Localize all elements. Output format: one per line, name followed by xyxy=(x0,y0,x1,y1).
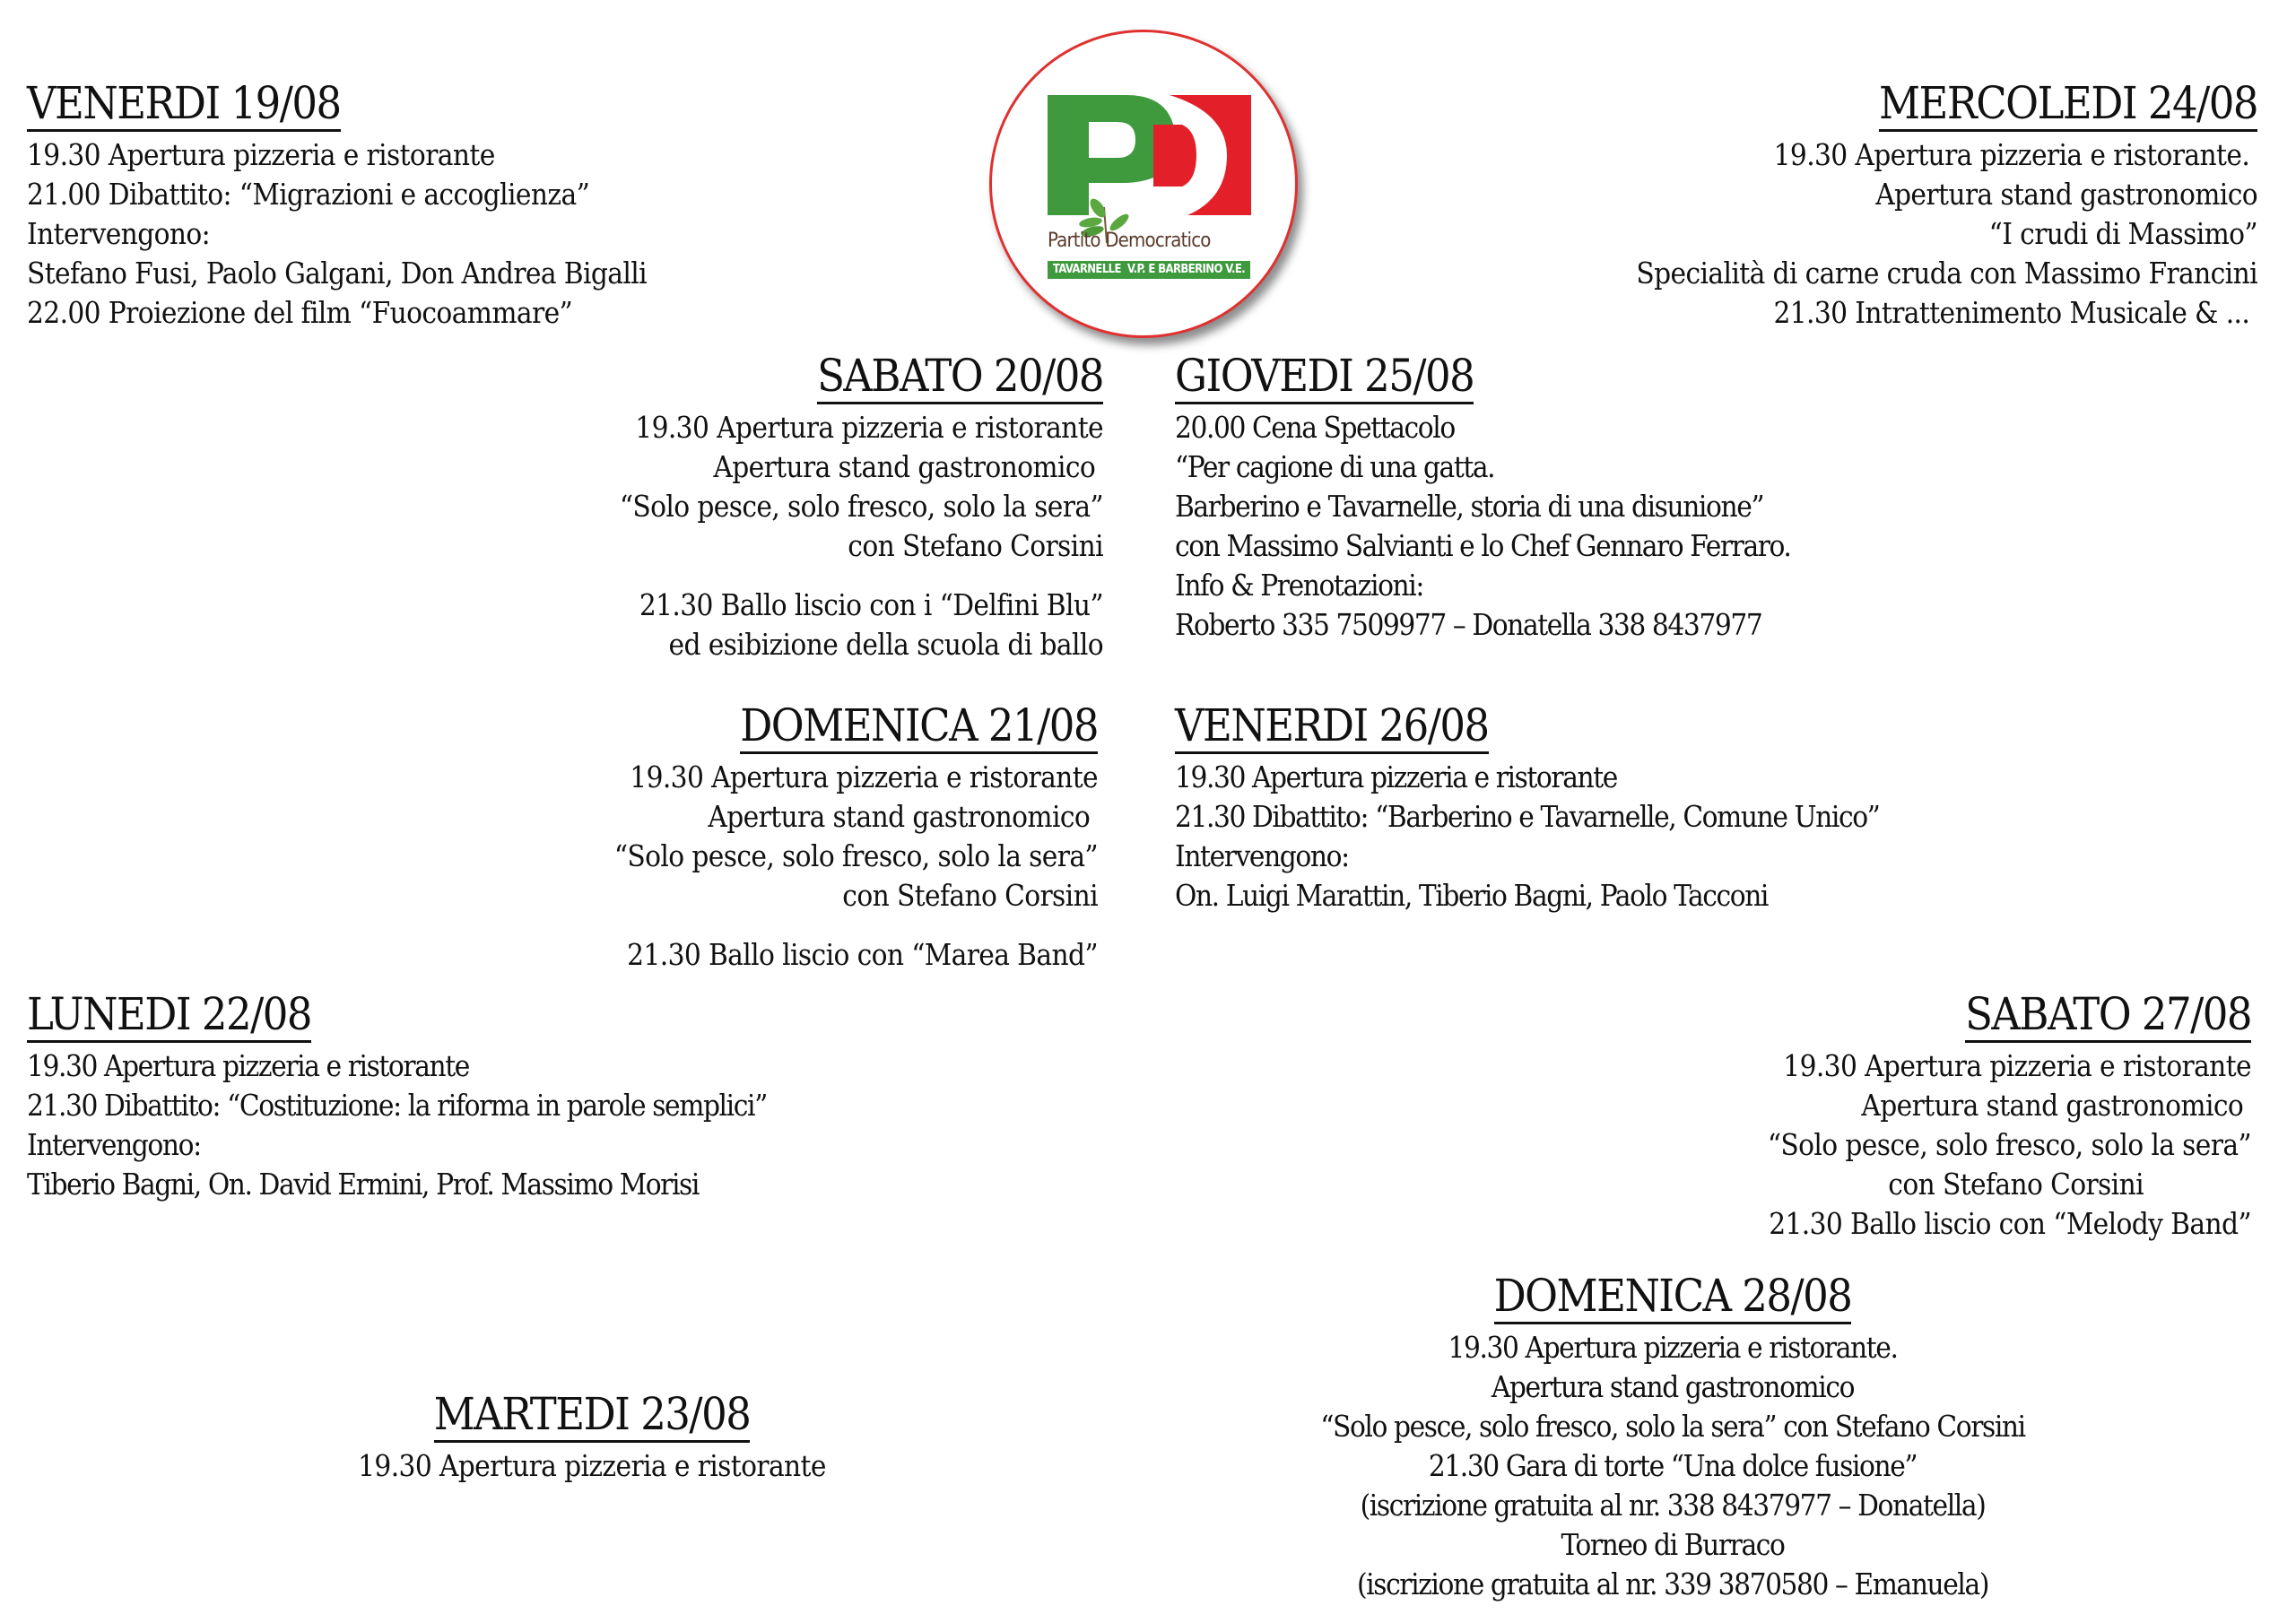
event-line: con Massimo Salvianti e lo Chef Gennaro Ferraro. xyxy=(1175,528,1791,563)
event-line: 20.00 Cena Spettacolo xyxy=(1175,410,1455,445)
event-line: Intervengono: xyxy=(1175,838,1349,873)
event-line: 19.30 Apertura pizzeria e ristorante xyxy=(630,759,1098,794)
event-line: Apertura stand gastronomico xyxy=(1491,1369,1855,1404)
event-line: 19.30 Apertura pizzeria e ristorante xyxy=(27,137,495,172)
party-logo xyxy=(989,30,1298,338)
event-line: 21.30 Dibattito: “Costituzione: la riforma in parole semplici” xyxy=(27,1088,767,1123)
event-line: 21.30 Ballo liscio con i “Delfini Blu” xyxy=(639,587,1103,622)
day-domenica-21 xyxy=(614,701,1098,975)
event-line: 19.30 Apertura pizzeria e ristorante xyxy=(27,1048,469,1083)
event-line: Stefano Fusi, Paolo Galgani, Don Andrea Bigalli xyxy=(27,256,648,291)
event-line: con Stefano Corsini xyxy=(848,528,1103,563)
event-line: “Solo pesce, solo fresco, solo la sera” xyxy=(613,838,1098,873)
logo-party-name: Partito Democratico xyxy=(1048,230,1211,252)
day-heading: VENERDI 26/08 xyxy=(1175,701,1489,754)
event-line: con Stefano Corsini xyxy=(842,878,1098,913)
event-line: 19.30 Apertura pizzeria e ristorante xyxy=(1175,759,1617,794)
event-line: Apertura stand gastronomico xyxy=(1875,177,2257,212)
event-line: 19.30 Apertura pizzeria e ristorante xyxy=(1783,1048,2251,1083)
event-line: ed esibizione della scuola di ballo xyxy=(668,627,1103,662)
day-lunedi-22 xyxy=(27,990,767,1204)
event-line: “I crudi di Massimo” xyxy=(1988,216,2257,251)
event-line: Intervengono: xyxy=(27,1127,201,1162)
event-line: Info & Prenotazioni: xyxy=(1175,568,1423,603)
registration-info: (iscrizione gratuita al nr. 338 8437977 – Donatella) xyxy=(1360,1488,1986,1523)
event-line: 19.30 Apertura pizzeria e ristorante. xyxy=(1448,1330,1898,1365)
day-heading: SABATO 27/08 xyxy=(1965,990,2251,1043)
day-heading: DOMENICA 28/08 xyxy=(1494,1271,1852,1324)
event-line: Torneo di Burraco xyxy=(1561,1527,1785,1562)
day-sabato-27 xyxy=(1768,990,2251,1244)
logo-local-banner: TAVARNELLE V.P. E BARBERINO V.E. xyxy=(1048,261,1250,279)
day-heading: MARTEDI 23/08 xyxy=(434,1390,751,1443)
event-line: 21.30 Dibattito: “Barberino e Tavarnelle, Comune Unico” xyxy=(1175,799,1880,834)
day-heading: GIOVEDI 25/08 xyxy=(1175,352,1474,404)
day-sabato-20 xyxy=(620,352,1103,664)
day-heading: VENERDI 19/08 xyxy=(27,79,341,132)
day-heading: DOMENICA 21/08 xyxy=(740,701,1098,754)
day-heading: SABATO 20/08 xyxy=(817,352,1103,404)
event-line: Barberino e Tavarnelle, storia di una disunione” xyxy=(1175,489,1764,524)
day-venerdi-26 xyxy=(1175,701,1879,916)
event-line: Apertura stand gastronomico xyxy=(1861,1088,2251,1123)
event-line: 19.30 Apertura pizzeria e ristorante xyxy=(635,410,1103,445)
event-line: 21.30 Intrattenimento Musicale & ... xyxy=(1773,295,2257,330)
event-line: con Stefano Corsini xyxy=(1888,1167,2144,1202)
event-line: Intervengono: xyxy=(27,216,211,251)
event-line: Apertura stand gastronomico xyxy=(713,449,1103,484)
event-line: 21.30 Ballo liscio con “Marea Band” xyxy=(627,937,1098,972)
event-line: On. Luigi Marattin, Tiberio Bagni, Paolo Tacconi xyxy=(1175,878,1769,913)
day-domenica-28 xyxy=(1193,1271,2152,1604)
event-line: Tiberio Bagni, On. David Ermini, Prof. Massimo Morisi xyxy=(27,1167,699,1202)
day-heading: LUNEDI 22/08 xyxy=(27,990,311,1043)
event-line: “Per cagione di una gatta. xyxy=(1175,449,1495,484)
logo-letter-d-inner xyxy=(1153,125,1196,187)
day-martedi-23 xyxy=(287,1390,897,1486)
event-line: 21.30 Gara di torte “Una dolce fusione” xyxy=(1428,1448,1918,1483)
registration-info: (iscrizione gratuita al nr. 339 3870580 – Emanuela) xyxy=(1356,1567,1989,1601)
day-heading: MERCOLEDI 24/08 xyxy=(1879,79,2257,132)
contact-phone-numbers: Roberto 335 7509977 – Donatella 338 8437977 xyxy=(1175,607,1762,642)
event-line: Specialità di carne cruda con Massimo Francini xyxy=(1636,256,2257,291)
pd-logo-mark xyxy=(992,32,1300,341)
event-line: 21.00 Dibattito: “Migrazioni e accoglienza” xyxy=(27,177,590,212)
event-line: 21.30 Ballo liscio con “Melody Band” xyxy=(1769,1206,2251,1241)
event-line: 19.30 Apertura pizzeria e ristorante xyxy=(358,1448,826,1483)
event-line: 22.00 Proiezione del film “Fuocoammare” xyxy=(27,295,573,330)
day-giovedi-25 xyxy=(1175,352,1790,645)
day-mercoledi-24 xyxy=(1636,79,2257,333)
event-line: 19.30 Apertura pizzeria e ristorante. xyxy=(1773,137,2257,172)
event-line: “Solo pesce, solo fresco, solo la sera” xyxy=(619,489,1103,524)
event-line: “Solo pesce, solo fresco, solo la sera” con Stefano Corsini xyxy=(1320,1409,2025,1444)
day-venerdi-19 xyxy=(27,79,647,333)
event-line: Apertura stand gastronomico xyxy=(708,799,1098,834)
event-line: “Solo pesce, solo fresco, solo la sera” xyxy=(1767,1127,2251,1162)
